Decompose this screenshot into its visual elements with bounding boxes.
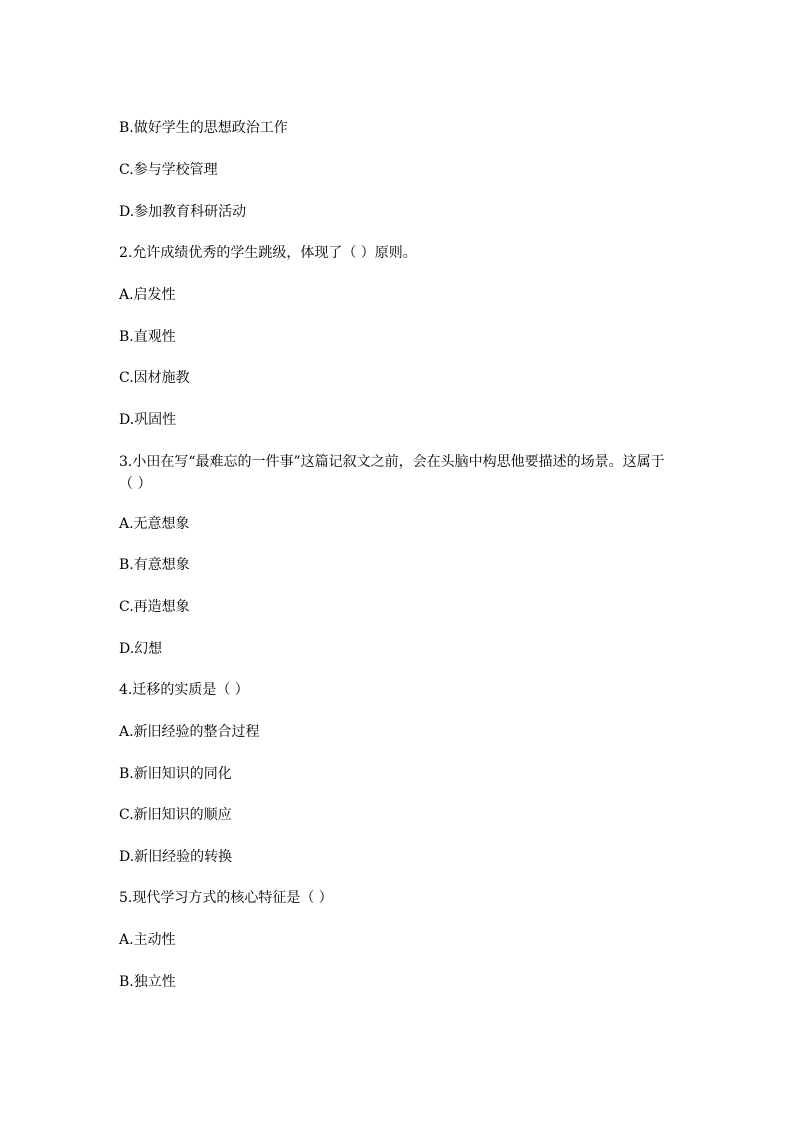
option-b-q1: B.做好学生的思想政治工作: [119, 120, 288, 136]
option-b-q5: B.独立性: [119, 974, 176, 990]
option-c-q2: C.因材施教: [119, 370, 190, 386]
option-c-q4: C.新旧知识的顺应: [119, 807, 232, 823]
option-a-q3: A.无意想象: [119, 516, 190, 532]
question-5: 5.现代学习方式的核心特征是（ ）: [119, 890, 333, 906]
option-a-q5: A.主动性: [119, 932, 176, 948]
question-3: 3.小田在写“最难忘的一件事”这篇记叙文之前，会在头脑中构思他要描述的场景。这属于（ ）: [119, 454, 665, 492]
question-4: 4.迁移的实质是（ ）: [119, 682, 249, 698]
option-b-q2: B.直观性: [119, 329, 176, 345]
option-b-q4: B.新旧知识的同化: [119, 766, 232, 782]
option-d-q2: D.巩固性: [119, 412, 177, 428]
option-d-q3: D.幻想: [119, 641, 163, 657]
option-d-q4: D.新旧经验的转换: [119, 849, 233, 865]
option-c-q1: C.参与学校管理: [119, 162, 218, 178]
option-c-q3: C.再造想象: [119, 599, 190, 615]
option-a-q4: A.新旧经验的整合过程: [119, 724, 260, 740]
option-b-q3: B.有意想象: [119, 557, 190, 573]
option-a-q2: A.启发性: [119, 287, 176, 303]
question-2: 2.允许成绩优秀的学生跳级，体现了（ ）原则。: [119, 245, 417, 261]
option-d-q1: D.参加教育科研活动: [119, 204, 247, 220]
